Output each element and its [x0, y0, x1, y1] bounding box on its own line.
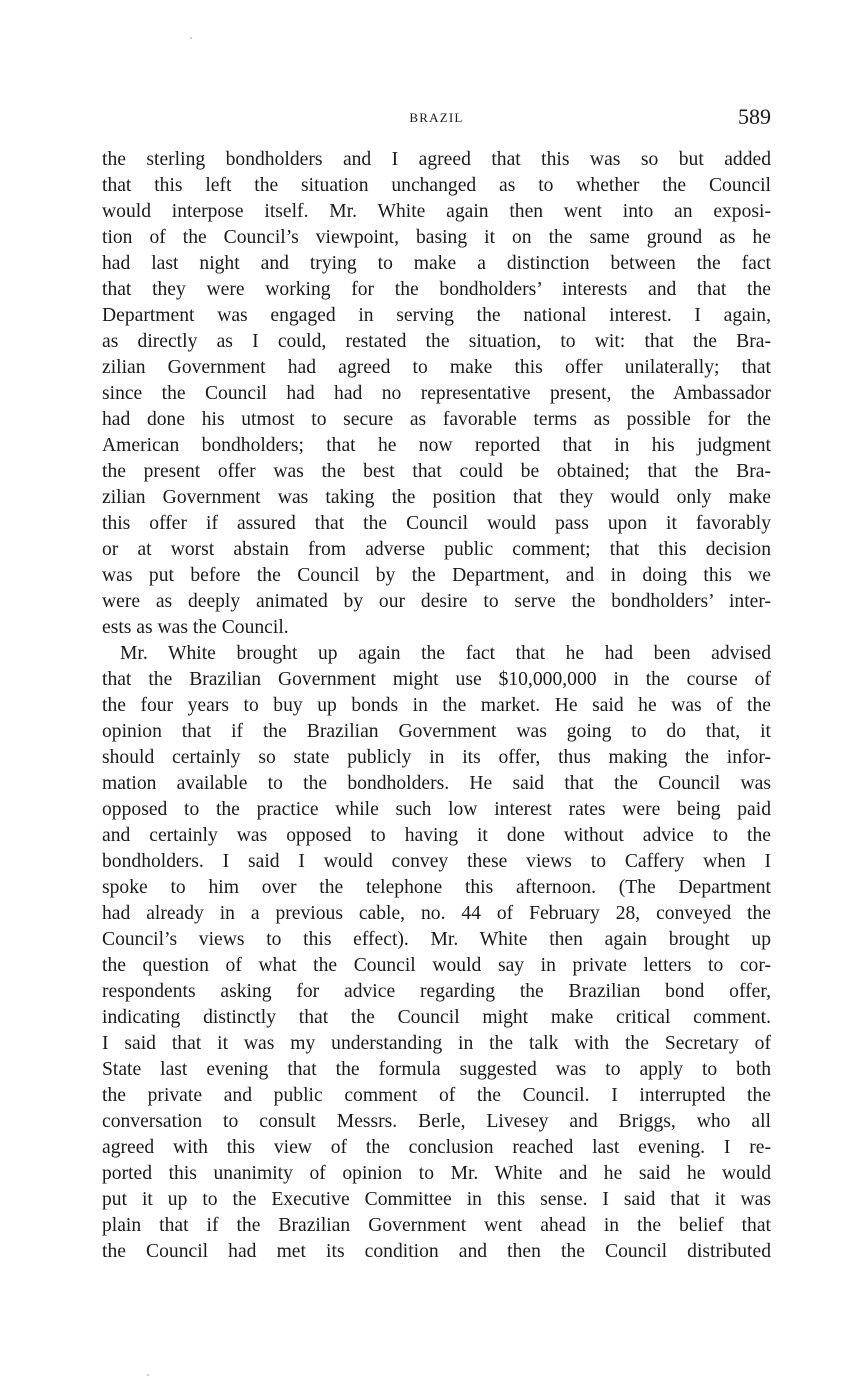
text-line: the Council had met its condition and then the Council distributed	[102, 1241, 771, 1262]
text-line: I said that it was my understanding in the talk with the Secretary of	[102, 1033, 771, 1054]
paragraph	[102, 641, 771, 1265]
text-line: Council’s views to this effect). Mr. White then again brought up	[102, 929, 771, 950]
text-line: that this left the situation unchanged as to whether the Council	[102, 175, 771, 196]
text-line: ported this unanimity of opinion to Mr. White and he said he would	[102, 1163, 771, 1184]
text-line: that they were working for the bondholders’ interests and that the	[102, 279, 771, 300]
text-line: the question of what the Council would say in private letters to cor-	[102, 955, 771, 976]
running-title: BRAZIL	[409, 110, 464, 125]
text-line: tion of the Council’s viewpoint, basing it on the same ground as he	[102, 227, 771, 248]
text-line: zilian Government was taking the position that they would only make	[102, 487, 771, 508]
text-line: would interpose itself. Mr. White again then went into an exposi-	[102, 201, 771, 222]
text-line: ests as was the Council.	[102, 617, 289, 638]
text-line: were as deeply animated by our desire to serve the bondholders’ inter-	[102, 591, 771, 612]
text-line: or at worst abstain from adverse public comment; that this decision	[102, 539, 771, 560]
text-line: bondholders. I said I would convey these views to Caffery when I	[102, 851, 771, 872]
text-line: and certainly was opposed to having it done without advice to the	[102, 825, 771, 846]
text-line: spoke to him over the telephone this afternoon. (The Department	[102, 877, 771, 898]
text-line: respondents asking for advice regarding the Brazilian bond offer,	[102, 981, 771, 1002]
text-line: the four years to buy up bonds in the market. He said he was of the	[102, 695, 771, 716]
text-line: mation available to the bondholders. He said that the Council was	[102, 773, 771, 794]
text-line: plain that if the Brazilian Government went ahead in the belief that	[102, 1215, 771, 1236]
text-line: had last night and trying to make a distinction between the fact	[102, 253, 771, 274]
text-line: the private and public comment of the Council. I interrupted the	[102, 1085, 771, 1106]
text-line: opposed to the practice while such low interest rates were being paid	[102, 799, 771, 820]
text-line: the sterling bondholders and I agreed that this was so but added	[102, 149, 771, 170]
text-line: Department was engaged in serving the national interest. I again,	[102, 305, 771, 326]
text-line: opinion that if the Brazilian Government was going to do that, it	[102, 721, 771, 742]
paragraph	[102, 147, 771, 641]
text-line: zilian Government had agreed to make this offer unilaterally; that	[102, 357, 771, 378]
text-line: should certainly so state publicly in its offer, thus making the infor-	[102, 747, 771, 768]
text-line: American bondholders; that he now reported that in his judgment	[102, 435, 771, 456]
text-line: State last evening that the formula suggested was to apply to both	[102, 1059, 771, 1080]
text-line: conversation to consult Messrs. Berle, Livesey and Briggs, who all	[102, 1111, 771, 1132]
text-line: indicating distinctly that the Council might make critical comment.	[102, 1007, 771, 1028]
page-number: 589	[738, 104, 771, 129]
text-line: the present offer was the best that could be obtained; that the Bra-	[102, 461, 771, 482]
text-line: had already in a previous cable, no. 44 of February 28, conveyed the	[102, 903, 771, 924]
scan-speck	[147, 1374, 149, 1376]
text-line: had done his utmost to secure as favorable terms as possible for the	[102, 409, 771, 430]
running-head	[102, 104, 771, 132]
text-line: put it up to the Executive Committee in this sense. I said that it was	[102, 1189, 771, 1210]
body-text	[102, 147, 771, 1265]
text-line: agreed with this view of the conclusion reached last evening. I re-	[102, 1137, 771, 1158]
text-line: was put before the Council by the Department, and in doing this we	[102, 565, 771, 586]
text-line: this offer if assured that the Council would pass upon it favorably	[102, 513, 771, 534]
scan-speck	[190, 37, 192, 39]
text-line: as directly as I could, restated the situation, to wit: that the Bra-	[102, 331, 771, 352]
text-line: Mr. White brought up again the fact that he had been advised	[120, 643, 771, 664]
text-line: since the Council had had no representative present, the Ambassador	[102, 383, 771, 404]
text-line: that the Brazilian Government might use $10,000,000 in the course of	[102, 669, 771, 690]
